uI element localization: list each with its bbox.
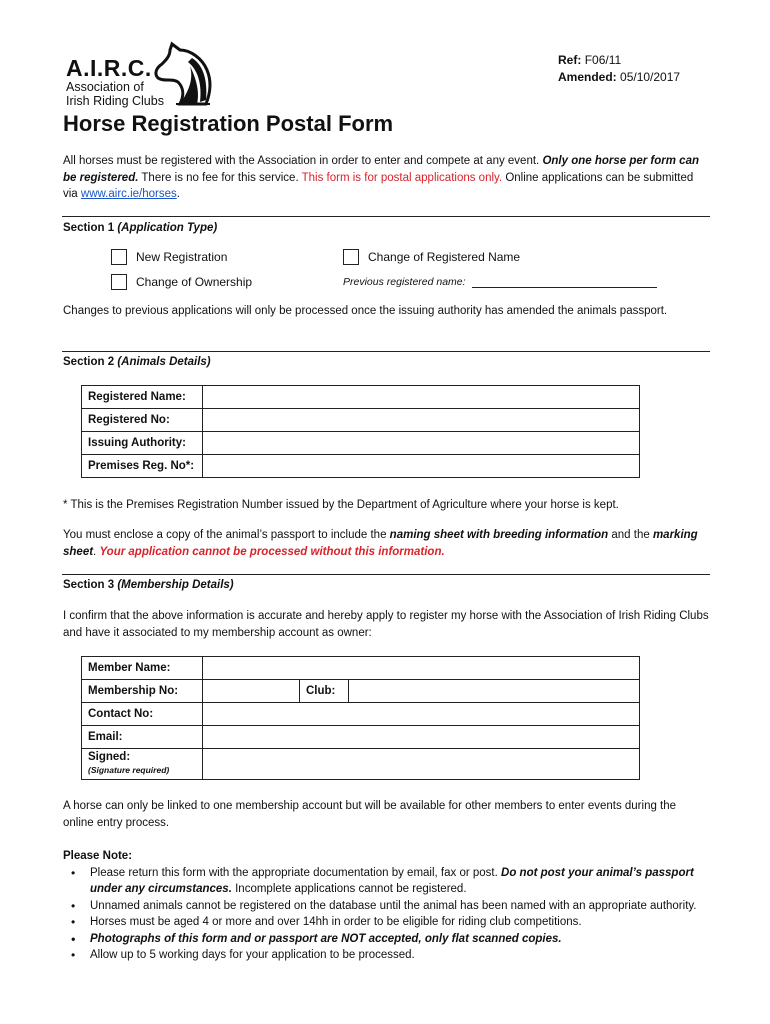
intro-text-2: There is no fee for this service.: [138, 171, 302, 184]
intro-paragraph: [63, 153, 709, 203]
option-new-registration[interactable]: [111, 249, 227, 265]
change-ownership-label: Change of Ownership: [136, 275, 253, 289]
list-item: • Unnamed animals cannot be registered on the database until the animal has been named with an appropriate authority.: [63, 898, 709, 915]
ref-block: [558, 52, 680, 86]
passport-warning: Your application cannot be processed without this information.: [99, 545, 445, 558]
table-row: [82, 432, 640, 455]
intro-text-3: Online applications can be submitted via: [63, 171, 694, 200]
horse-head-icon: [150, 40, 216, 108]
premises-footnote: * This is the Premises Registration Number issued by the Department of Agriculture where your horse is kept.: [63, 499, 619, 511]
logo-line1: Association of: [66, 80, 144, 94]
email-label: Email:: [82, 726, 203, 749]
option-change-ownership[interactable]: [111, 274, 252, 290]
table-row: [82, 455, 640, 478]
member-name-label: Member Name:: [82, 657, 203, 680]
signature-field[interactable]: [203, 749, 640, 780]
section-3-heading: [63, 577, 234, 594]
contact-no-field[interactable]: [203, 703, 640, 726]
confirm-paragraph: I confirm that the above information is accurate and hereby apply to register my horse with the Association of Irish Riding Clubs and have it associated to my membership account as owner:: [63, 610, 709, 639]
linked-account-note: A horse can only be linked to one membership account but will be available for other members to enter events during the online entry process.: [63, 800, 677, 829]
passport-text-2: and the: [608, 529, 653, 541]
ref-label: Ref:: [558, 53, 582, 67]
passport-paragraph: [63, 527, 709, 560]
amended-label: Amended:: [558, 70, 617, 84]
membership-no-field[interactable]: [203, 680, 300, 703]
section-1-label: Section 1: [63, 222, 118, 234]
passport-text-3: .: [93, 545, 100, 558]
signed-label: Signed:: [88, 751, 131, 763]
premises-reg-label: Premises Reg. No*:: [82, 455, 203, 478]
previous-name-row: [343, 276, 657, 288]
issuing-authority-label: Issuing Authority:: [82, 432, 203, 455]
table-row: [82, 703, 640, 726]
section-1-heading: [63, 220, 217, 237]
change-name-label: Change of Registered Name: [368, 250, 521, 264]
note-1-text: Please return this form with the appropriate documentation by email, fax or post.: [90, 866, 502, 879]
section-1-subtitle: (Application Type): [117, 222, 218, 234]
table-row: [82, 386, 640, 409]
intro-postal-only: This form is for postal applications only.: [301, 171, 503, 184]
table-row: [82, 657, 640, 680]
airc-horses-link[interactable]: www.airc.ie/horses: [80, 188, 177, 200]
signature-required-note: (Signature required): [88, 765, 170, 775]
naming-sheet-emphasis: naming sheet with breeding information: [389, 529, 609, 541]
member-name-field[interactable]: [203, 657, 640, 680]
amended-value: 05/10/2017: [620, 70, 681, 84]
previous-name-field[interactable]: [472, 276, 657, 288]
marking-sheet-emphasis: marking sheet: [63, 529, 698, 558]
intro-emphasis: Only one horse per form can be registered.: [63, 155, 700, 184]
contact-no-label: Contact No:: [82, 703, 203, 726]
section-3-subtitle: (Membership Details): [117, 579, 234, 591]
registered-no-label: Registered No:: [82, 409, 203, 432]
club-field[interactable]: [349, 680, 640, 703]
divider: [62, 351, 710, 352]
club-label: Club:: [300, 680, 349, 703]
option-change-name[interactable]: [343, 249, 520, 265]
please-note-block: [63, 848, 709, 964]
email-field[interactable]: [203, 726, 640, 749]
registered-name-field[interactable]: [203, 386, 640, 409]
section-2-subtitle: (Animals Details): [117, 356, 211, 368]
logo-abbr: A.I.R.C.: [66, 55, 152, 81]
change-ownership-checkbox[interactable]: [111, 274, 127, 290]
issuing-authority-field[interactable]: [203, 432, 640, 455]
signed-label-cell: [82, 749, 203, 780]
divider: [62, 216, 710, 217]
list-item: • Horses must be aged 4 or more and over 14hh in order to be eligible for riding club competitions.: [63, 914, 709, 931]
animal-details-table: [81, 385, 640, 478]
table-row: [82, 749, 640, 780]
premises-reg-field[interactable]: [203, 455, 640, 478]
note-1-text-2: Incomplete applications cannot be registered.: [231, 883, 467, 895]
new-registration-checkbox[interactable]: [111, 249, 127, 265]
membership-table: [81, 656, 640, 780]
ref-value: F06/11: [584, 53, 622, 67]
new-registration-label: New Registration: [136, 250, 228, 264]
membership-no-label: Membership No:: [82, 680, 203, 703]
intro-text: All horses must be registered with the Association in order to enter and compete at any event.: [63, 155, 543, 167]
list-item: [63, 865, 709, 898]
section-1-note: Changes to previous applications will only be processed once the issuing authority has amended the animals passport.: [63, 305, 668, 317]
page-title: Horse Registration Postal Form: [63, 111, 394, 136]
logo-line2: Irish Riding Clubs: [66, 93, 164, 108]
divider: [62, 574, 710, 575]
list-item: • Allow up to 5 working days for your application to be processed.: [63, 947, 709, 964]
passport-text: You must enclose a copy of the animal’s passport to include the: [63, 529, 390, 541]
table-row: [82, 726, 640, 749]
change-name-checkbox[interactable]: [343, 249, 359, 265]
table-row: [82, 409, 640, 432]
intro-text-4: .: [176, 188, 180, 200]
list-item: • Photographs of this form and or passport are NOT accepted, only flat scanned copies.: [63, 931, 709, 948]
table-row: [82, 680, 640, 703]
section-3-label: Section 3: [63, 579, 118, 591]
note-1-emphasis: Do not post your animal’s passport under any circumstances.: [90, 866, 694, 895]
section-2-label: Section 2: [63, 356, 118, 368]
notes-list: [63, 865, 709, 964]
previous-name-label: Previous registered name:: [343, 276, 466, 288]
section-2-heading: [63, 354, 211, 371]
please-note-heading: Please Note:: [63, 850, 133, 862]
registered-no-field[interactable]: [203, 409, 640, 432]
registered-name-label: Registered Name:: [82, 386, 203, 409]
